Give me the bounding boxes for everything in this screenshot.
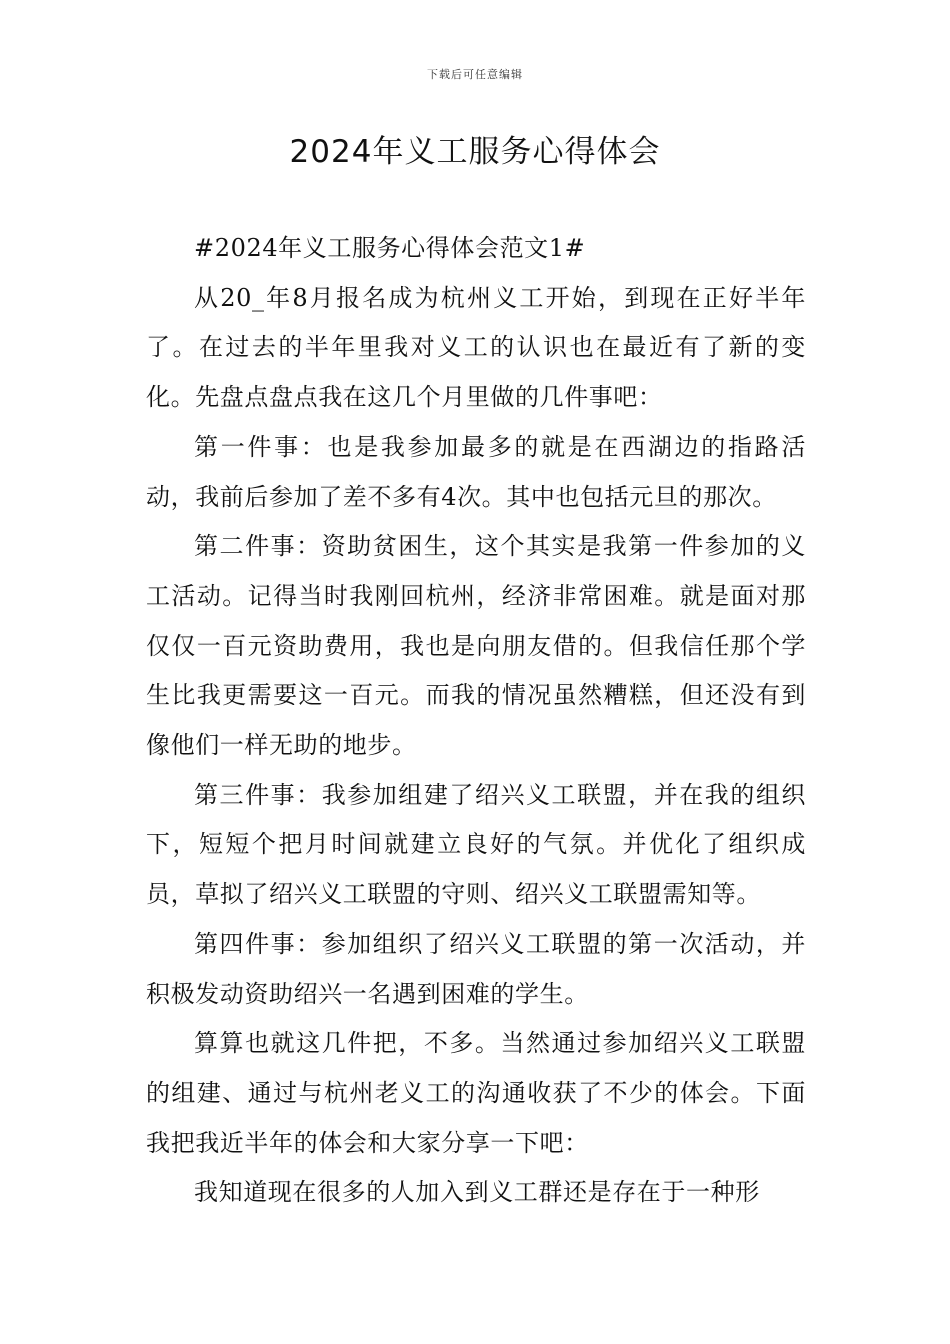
paragraph: 我知道现在很多的人加入到义工群还是存在于一种形 (194, 1178, 760, 1207)
paragraph: 第三件事：我参加组建了绍兴义工联盟，并在我的组织下，短短个把月时间就建立良好的气氛。并优化了组织成员，草拟了绍兴义工联盟的守则、绍兴义工联盟需知等。 (146, 780, 806, 909)
document-body (146, 224, 806, 1218)
paragraph-essay-heading: #2024年义工服务心得体会范文1# (194, 234, 586, 262)
paragraph: 第二件事：资助贫困生，这个其实是我第一件参加的义工活动。记得当时我刚回杭州，经济非常困难。就是面对那仅仅一百元资助费用，我也是向朋友借的。但我信任那个学生比我更需要这一百元。而我的情况虽然糟糕，但还没有到像他们一样无助的地步。 (146, 532, 806, 760)
paragraph: 第一件事：也是我参加最多的就是在西湖边的指路活动，我前后参加了差不多有4次。其中也包括元旦的那次。 (146, 432, 806, 511)
document-title: 2024年义工服务心得体会 (289, 134, 661, 170)
paragraph: 算算也就这几件把，不多。当然通过参加绍兴义工联盟的组建、通过与杭州老义工的沟通收获了不少的体会。下面我把我近半年的体会和大家分享一下吧： (146, 1029, 806, 1157)
header-note: 下载后可任意编辑 (427, 68, 523, 81)
paragraph: 第四件事：参加组织了绍兴义工联盟的第一次活动，并积极发动资助绍兴一名遇到困难的学生。 (146, 929, 806, 1008)
paragraph: 从20_年8月报名成为杭州义工开始，到现在正好半年了。在过去的半年里我对义工的认识也在最近有了新的变化。先盘点盘点我在这几个月里做的几件事吧： (146, 283, 806, 412)
